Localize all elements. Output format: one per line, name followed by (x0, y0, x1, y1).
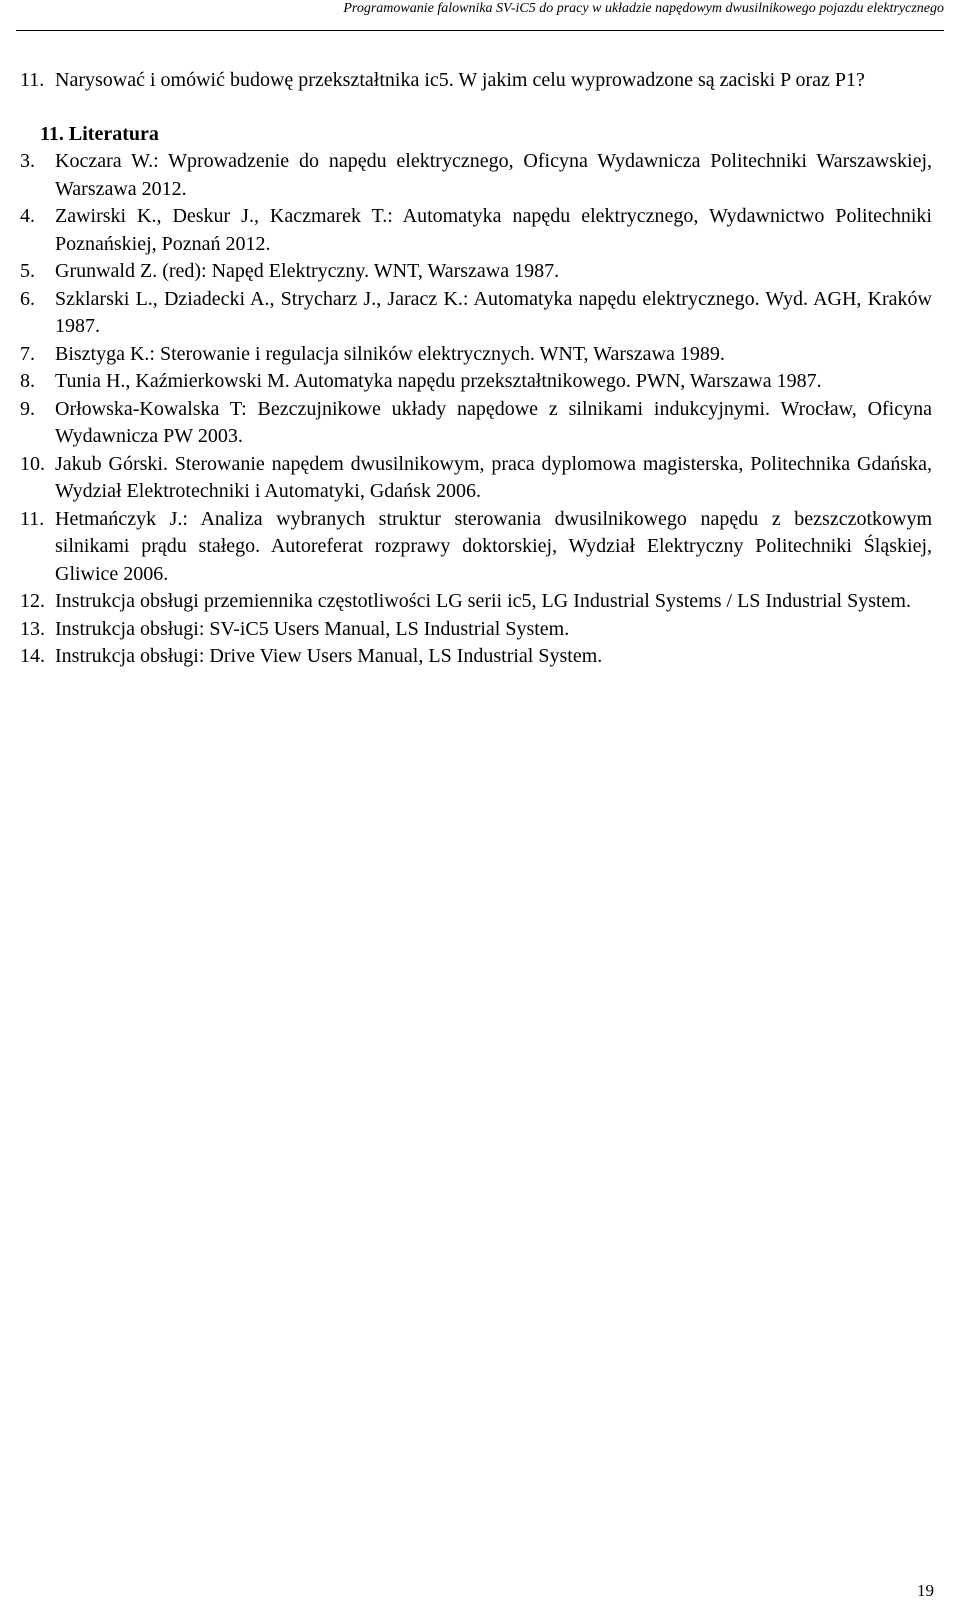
reference-item (20, 506, 932, 589)
page-content (20, 67, 932, 671)
reference-item (20, 643, 932, 671)
reference-text: Koczara W.: Wprowadzenie do napędu elektrycznego, Oficyna Wydawnicza Politechniki Warszawskiej, Warszawa 2012. (55, 150, 932, 200)
reference-text: Zawirski K., Deskur J., Kaczmarek T.: Automatyka napędu elektrycznego, Wydawnictwo Politechniki Poznańskiej, Poznań 2012. (55, 205, 932, 255)
reference-text: Orłowska-Kowalska T: Bezczujnikowe układy napędowe z silnikami indukcyjnymi. Wrocław, Oficyna Wydawnicza PW 2003. (55, 397, 932, 447)
reference-text: Szklarski L., Dziadecki A., Strycharz J., Jaracz K.: Automatyka napędu elektrycznego. Wyd. AGH, Kraków 1987. (55, 287, 932, 337)
reference-number: 4. (20, 205, 35, 227)
reference-item (20, 588, 932, 616)
reference-text: Grunwald Z. (red): Napęd Elektryczny. WNT, Warszawa 1987. (55, 260, 560, 282)
reference-text: Hetmańczyk J.: Analiza wybranych struktur sterowania dwusilnikowego napędu z bezszczotkowym silnikami prądu stałego. Autoreferat rozprawy doktorskiej, Wydział Elektryczny Politechniki Śląskiej, Gliwice 2006. (55, 507, 932, 585)
question-number: 11. (20, 69, 45, 91)
reference-list (20, 148, 932, 671)
page-number: 19 (917, 1581, 934, 1600)
running-header-title: Programowanie falownika SV-iC5 do pracy w układzie napędowym dwusilnikowego pojazdu elektrycznego (343, 1, 944, 16)
reference-item (20, 341, 932, 369)
reference-number: 10. (20, 452, 45, 475)
reference-text: Tunia H., Kaźmierkowski M. Automatyka napędu przekształtnikowego. PWN, Warszawa 1987. (55, 370, 822, 392)
reference-item (20, 258, 932, 286)
reference-item (20, 616, 932, 644)
reference-number: 5. (20, 260, 35, 282)
running-header (16, 0, 944, 31)
reference-number: 6. (20, 287, 35, 310)
section-heading: 11. Literatura (40, 122, 159, 145)
reference-item (20, 451, 932, 506)
reference-item (20, 368, 932, 396)
reference-text: Instrukcja obsługi: Drive View Users Manual, LS Industrial System. (55, 645, 603, 667)
reference-item (20, 396, 932, 451)
question-item (20, 67, 932, 95)
reference-item (20, 148, 932, 203)
reference-text: Bisztyga K.: Sterowanie i regulacja silników elektrycznych. WNT, Warszawa 1989. (55, 342, 725, 365)
reference-number: 13. (20, 617, 45, 640)
reference-number: 8. (20, 370, 35, 392)
question-text: Narysować i omówić budowę przekształtnika ic5. W jakim celu wyprowadzone są zaciski P oraz P1? (55, 69, 865, 91)
reference-item (20, 286, 932, 341)
reference-text: Instrukcja obsługi przemiennika częstotliwości LG serii ic5, LG Industrial Systems / LS Industrial System. (55, 590, 911, 612)
reference-number: 12. (20, 590, 45, 612)
reference-number: 7. (20, 342, 35, 365)
reference-number: 11. (20, 507, 45, 530)
reference-number: 3. (20, 150, 35, 172)
reference-text: Jakub Górski. Sterowanie napędem dwusilnikowym, praca dyplomowa magisterska, Politechnika Gdańska, Wydział Elektrotechniki i Automatyki, Gdańsk 2006. (55, 452, 932, 502)
reference-text: Instrukcja obsługi: SV-iC5 Users Manual, LS Industrial System. (55, 617, 570, 640)
reference-number: 9. (20, 397, 35, 420)
reference-item (20, 203, 932, 258)
reference-number: 14. (20, 645, 45, 667)
